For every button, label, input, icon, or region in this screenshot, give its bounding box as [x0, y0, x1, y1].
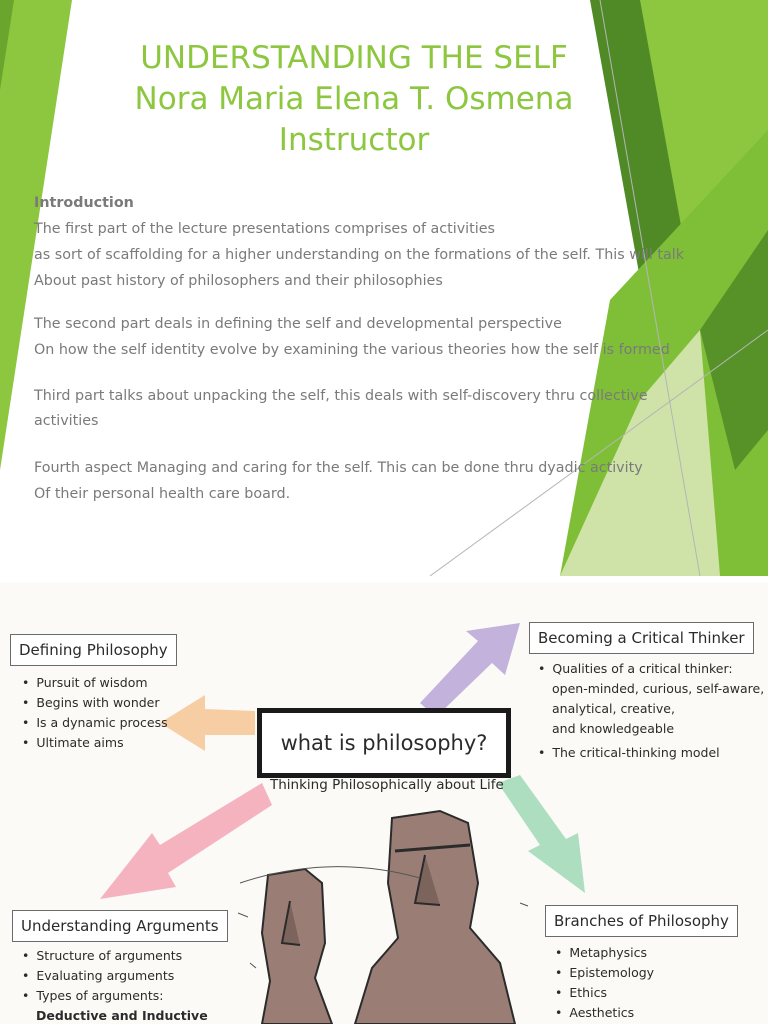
paragraph-4: The second part deals in defining the self and developmental perspective	[34, 316, 562, 332]
arrow-to-branches	[498, 775, 585, 893]
defining-list	[22, 673, 168, 753]
list-item: • The critical-thinking model	[538, 743, 764, 763]
arrow-to-arguments	[100, 783, 272, 899]
paragraph-2: as sort of scaffolding for a higher understanding on the formations of the self. This will talk	[34, 247, 685, 263]
list-item: • Types of arguments:	[22, 986, 208, 1006]
critical-list	[538, 659, 764, 763]
paragraph-3: About past history of philosophers and their philosophies	[34, 273, 443, 289]
center-title: what is philosophy?	[280, 731, 488, 755]
slide-title	[80, 38, 628, 161]
critical-title: Becoming a Critical Thinker	[529, 622, 754, 654]
slide-body	[34, 194, 739, 503]
arguments-title: Understanding Arguments	[12, 910, 228, 942]
paragraph-6: Third part talks about unpacking the self, this deals with self-discovery thru collective activities	[34, 388, 648, 429]
list-item: • Evaluating arguments	[22, 966, 208, 986]
paragraph-5: On how the self identity evolve by examining the various theories how the self is formed	[34, 342, 670, 358]
branches-list	[555, 943, 654, 1023]
intro-heading: Introduction	[34, 195, 134, 211]
moai-small	[262, 869, 332, 1024]
critical-line: analytical, creative,	[552, 701, 675, 716]
critical-line: and knowledgeable	[552, 721, 675, 736]
philosophy-sketchnote	[0, 583, 768, 1024]
list-item: • Is a dynamic process	[22, 713, 168, 733]
arrow-to-critical	[420, 623, 520, 717]
moai-large	[355, 811, 515, 1024]
defining-title: Defining Philosophy	[10, 634, 177, 666]
list-item: • Ethics	[555, 983, 654, 1003]
list-item: • Ultimate aims	[22, 733, 168, 753]
list-item: • Begins with wonder	[22, 693, 168, 713]
paragraph-1: The first part of the lecture presentations comprises of activities	[34, 221, 495, 237]
title-line-3: Instructor	[278, 122, 430, 158]
list-item: • Metaphysics	[555, 943, 654, 963]
center-subtitle: Thinking Philosophically about Life	[270, 777, 504, 793]
title-line-2: Nora Maria Elena T. Osmena	[134, 81, 574, 117]
list-item: • Aesthetics	[555, 1003, 654, 1023]
title-line-1: UNDERSTANDING THE SELF	[140, 40, 568, 76]
moai-illustration	[238, 811, 528, 1024]
list-item: • Epistemology	[555, 963, 654, 983]
arrow-to-defining	[160, 695, 255, 751]
list-item: • Qualities of a critical thinker:	[538, 659, 764, 679]
critical-line: open-minded, curious, self-aware,	[552, 681, 765, 696]
list-item: • Structure of arguments	[22, 946, 208, 966]
arguments-list	[22, 946, 208, 1024]
branches-title: Branches of Philosophy	[545, 905, 738, 937]
center-title-box	[257, 708, 511, 778]
argument-types: Deductive and Inductive	[36, 1008, 208, 1023]
paragraph-7: Fourth aspect Managing and caring for the self. This can be done thru dyadic activity	[34, 460, 643, 476]
paragraph-8: Of their personal health care board.	[34, 486, 291, 502]
list-item: • Pursuit of wisdom	[22, 673, 168, 693]
